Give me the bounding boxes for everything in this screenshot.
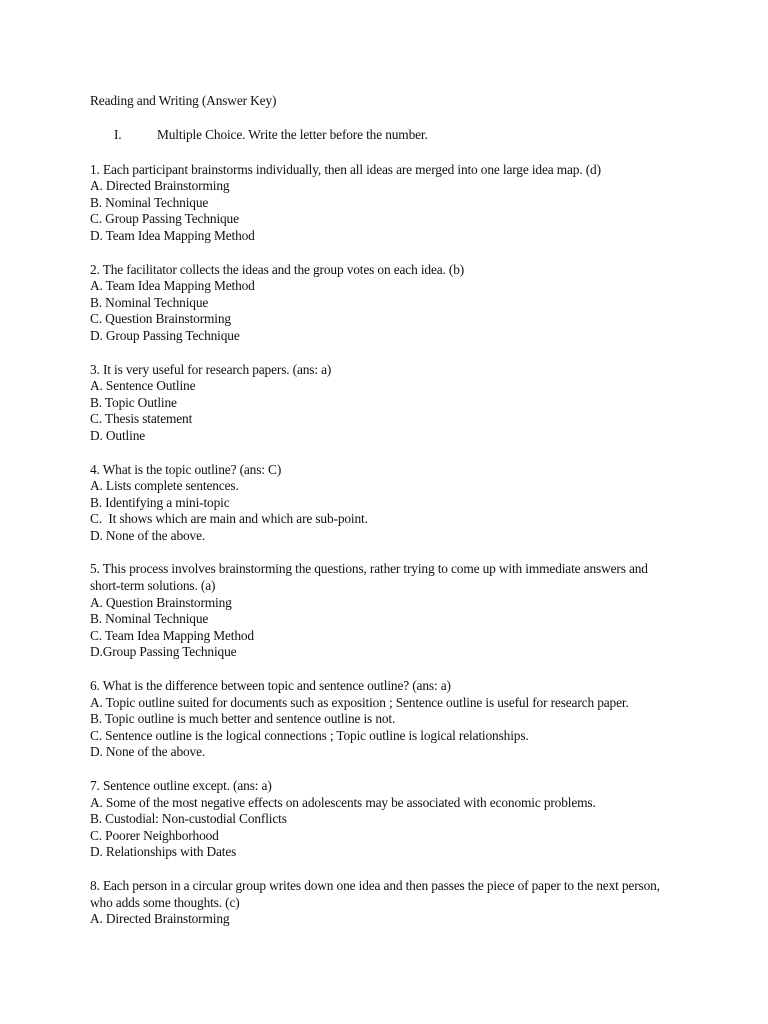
question-stem: 1. Each participant brainstorms individually, then all ideas are merged into one large idea map. (d) xyxy=(90,161,601,177)
question-3 xyxy=(90,362,690,445)
answer-option: C. Question Brainstorming xyxy=(90,311,231,327)
question-6 xyxy=(90,678,690,761)
section-heading xyxy=(90,127,690,144)
answer-option: B. Identifying a mini-topic xyxy=(90,494,230,510)
answer-option: A. Directed Brainstorming xyxy=(90,178,230,194)
answer-option: C. Group Passing Technique xyxy=(90,211,239,227)
answer-option: C. Team Idea Mapping Method xyxy=(90,627,254,643)
answer-option: C. Sentence outline is the logical connections ; Topic outline is logical relationships. xyxy=(90,727,529,743)
answer-option: D. None of the above. xyxy=(90,527,206,543)
answer-option: B. Topic Outline xyxy=(90,394,177,410)
question-1 xyxy=(90,162,690,245)
question-stem: 4. What is the topic outline? (ans: C) xyxy=(90,461,282,477)
answer-option: B. Nominal Technique xyxy=(90,611,209,627)
question-stem: 7. Sentence outline except. (ans: a) xyxy=(90,778,272,793)
section-instruction: Multiple Choice. Write the letter before the number. xyxy=(157,126,428,142)
question-2 xyxy=(90,262,690,345)
answer-option: A. Lists complete sentences. xyxy=(90,478,239,494)
question-stem: 8. Each person in a circular group writes down one idea and then passes the piece of paper to the next person, who adds some thoughts. (c) xyxy=(90,877,660,910)
question-4 xyxy=(90,462,690,545)
document-title: Reading and Writing (Answer Key) xyxy=(90,93,277,108)
answer-option: D. Team Idea Mapping Method xyxy=(90,227,255,243)
answer-option: D. Outline xyxy=(90,427,146,443)
answer-option: D. Group Passing Technique xyxy=(90,327,240,343)
question-7 xyxy=(90,778,690,861)
answer-option: B. Nominal Technique xyxy=(90,194,209,210)
question-stem: 5. This process involves brainstorming the questions, rather trying to come up with immediate answers and short-term solutions. (a) xyxy=(90,561,648,594)
answer-option: B. Custodial: Non-custodial Conflicts xyxy=(90,811,287,827)
answer-option: D. Relationships with Dates xyxy=(90,844,237,860)
question-stem: 3. It is very useful for research papers. (ans: a) xyxy=(90,361,332,377)
answer-option: C. Thesis statement xyxy=(90,411,193,427)
document-body xyxy=(90,93,690,928)
answer-option: D. None of the above. xyxy=(90,744,206,760)
question-8 xyxy=(90,878,690,928)
section-numeral: I. xyxy=(114,126,122,142)
answer-option: A. Directed Brainstorming xyxy=(90,911,230,927)
answer-option: C. It shows which are main and which are sub-point. xyxy=(90,511,368,527)
answer-option: C. Poorer Neighborhood xyxy=(90,827,219,843)
answer-option: B. Nominal Technique xyxy=(90,294,209,310)
answer-option: A. Team Idea Mapping Method xyxy=(90,278,255,294)
answer-option: A. Sentence Outline xyxy=(90,378,196,394)
answer-option: D.Group Passing Technique xyxy=(90,644,237,660)
answer-option: A. Question Brainstorming xyxy=(90,594,232,610)
question-5 xyxy=(90,561,690,661)
answer-option: A. Some of the most negative effects on adolescents may be associated with economic problems. xyxy=(90,794,596,810)
question-stem: 6. What is the difference between topic and sentence outline? (ans: a) xyxy=(90,678,451,694)
answer-option: A. Topic outline suited for documents such as exposition ; Sentence outline is useful for research paper. xyxy=(90,694,629,710)
answer-option: B. Topic outline is much better and sentence outline is not. xyxy=(90,711,396,727)
question-stem: 2. The facilitator collects the ideas and the group votes on each idea. (b) xyxy=(90,261,465,277)
